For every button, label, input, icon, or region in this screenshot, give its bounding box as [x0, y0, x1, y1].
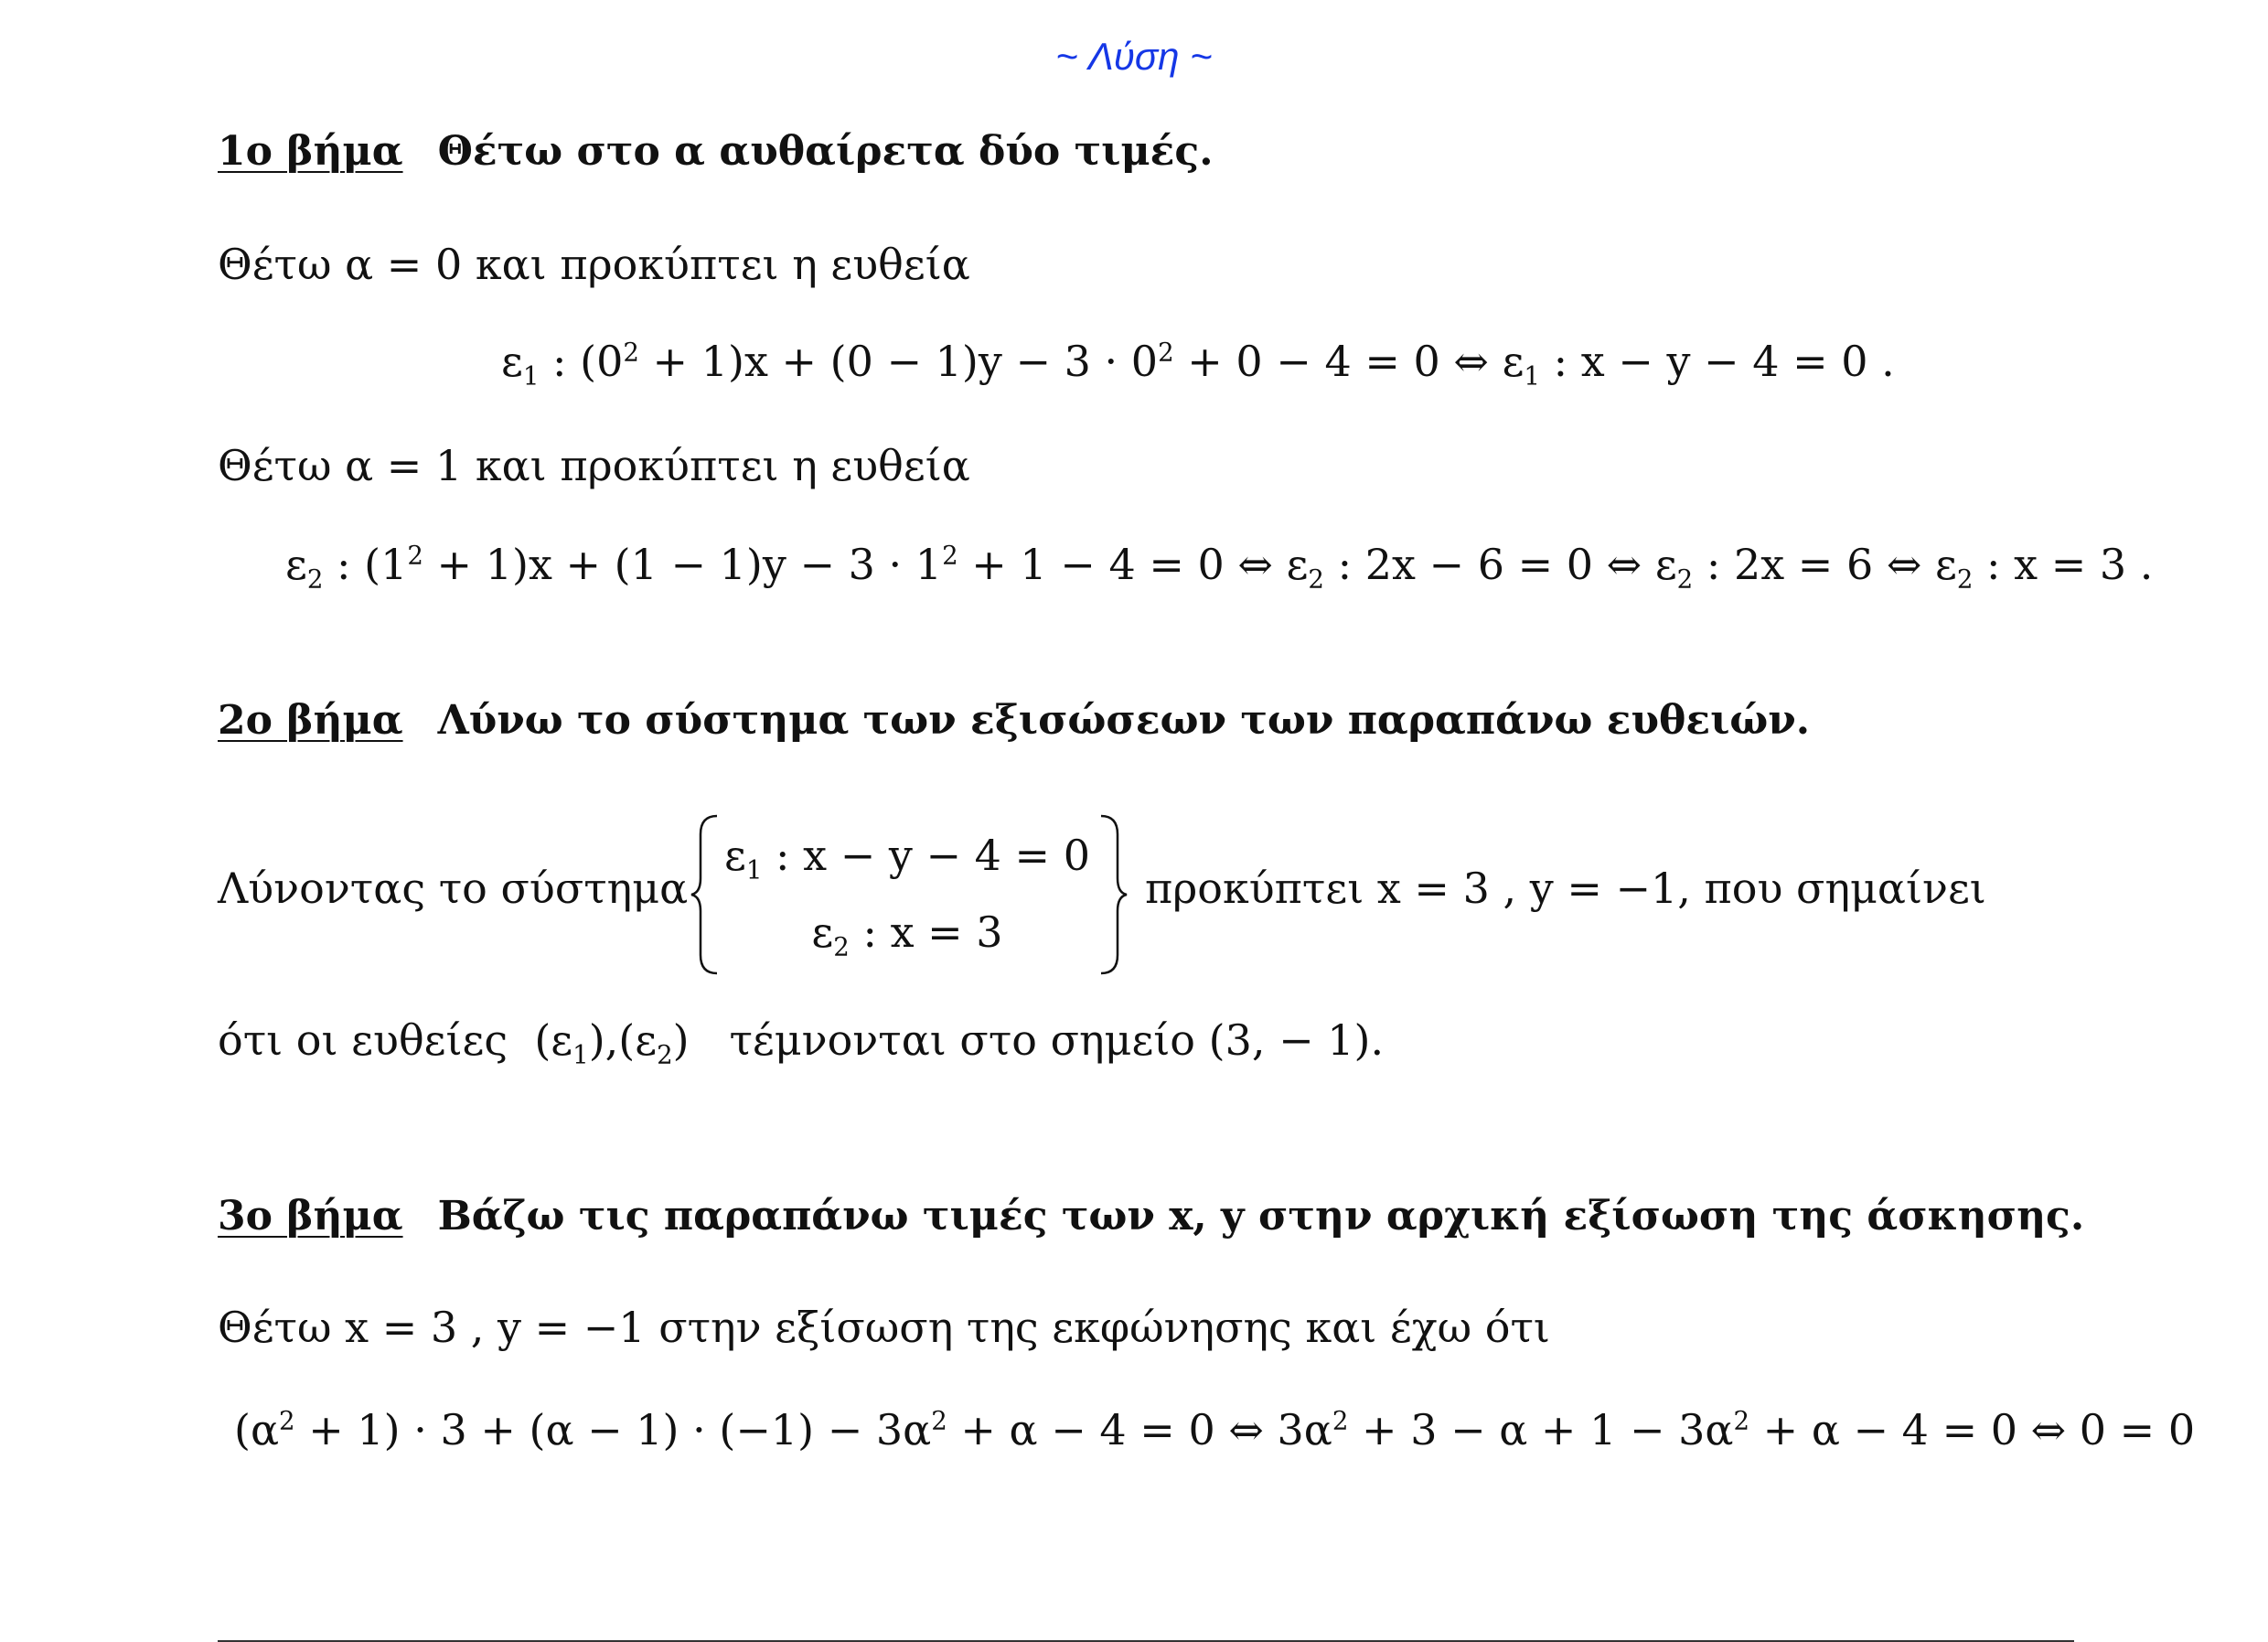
step-1-title: Θέτω στο α αυθαίρετα δύο τιμές. [437, 128, 1214, 175]
conclusion-line [218, 1015, 1385, 1070]
solution-title: ~ Λύση ~ [1055, 35, 1213, 78]
step-1-line-1: Θέτω α = 0 και προκύπτει η ευθεία [218, 240, 970, 289]
conclusion-before: ότι οι ευθείες [218, 1015, 508, 1065]
step-3-heading [218, 1193, 2084, 1240]
step-2-heading [218, 697, 1810, 744]
system-equation-1: $\varepsilon_1$ : x − y − 4 = 0 [724, 831, 1090, 885]
equation-verification: $(\alpha^2 + 1) \cdot 3 + (\alpha - 1) \cdot (-1) - 3\alpha^2 + \alpha - 4 = 0$ ⇔ $3\alpha^2 + 3 - \alpha + 1 - 3\alpha^2 + \alpha - 4 = 0$ ⇔ 0 = 0 [234, 1405, 2196, 1454]
step-2-label: 2ο βήμα [218, 697, 403, 744]
system-equation-2: $\varepsilon_2$ : x = 3 [811, 907, 1003, 962]
conclusion-after: τέμνονται στο σημείο (3, − 1). [729, 1015, 1385, 1065]
step-3-title: Βάζω τις παραπάνω τιμές των x, y στην αρχική εξίσωση της άσκησης. [437, 1193, 2085, 1240]
equation-epsilon-2: $\varepsilon_2$ : $(1^2 + 1)x + (1 - 1)y - 3 \cdot 1^2 + 1 - 4 = 0$ ⇔ $\varepsilon_2$ : 2x − 6 = 0 ⇔ $\varepsilon_2$ : 2x = 6 ⇔ $\varepsilon_2$ : x = 3 . [285, 540, 2154, 595]
step-1-heading [218, 128, 1214, 175]
right-brace-icon [1094, 812, 1130, 977]
step-3-label: 3ο βήμα [218, 1193, 403, 1240]
lines-epsilon-pair: $(\varepsilon_1),(\varepsilon_2)$ [520, 1015, 716, 1070]
step-2-line-2: προκύπτει x = 3 , y = −1, που σημαίνει [1145, 864, 1986, 913]
step-2-line-1: Λύνοντας το σύστημα [218, 864, 689, 913]
equation-epsilon-1: $\varepsilon_1$ : $(0^2 + 1)x + (0 - 1)y - 3 \cdot 0^2 + 0 - 4 = 0$ ⇔ $\varepsilon_1$ : x − y − 4 = 0 . [501, 337, 1895, 392]
step-2-title: Λύνω το σύστημα των εξισώσεων των παραπάνω ευθειών. [437, 697, 1811, 744]
step-1-line-2: Θέτω α = 1 και προκύπτει η ευθεία [218, 441, 970, 490]
step-1-label: 1ο βήμα [218, 128, 403, 175]
step-3-line-1: Θέτω x = 3 , y = −1 στην εξίσωση της εκφώνησης και έχω ότι [218, 1303, 1550, 1352]
